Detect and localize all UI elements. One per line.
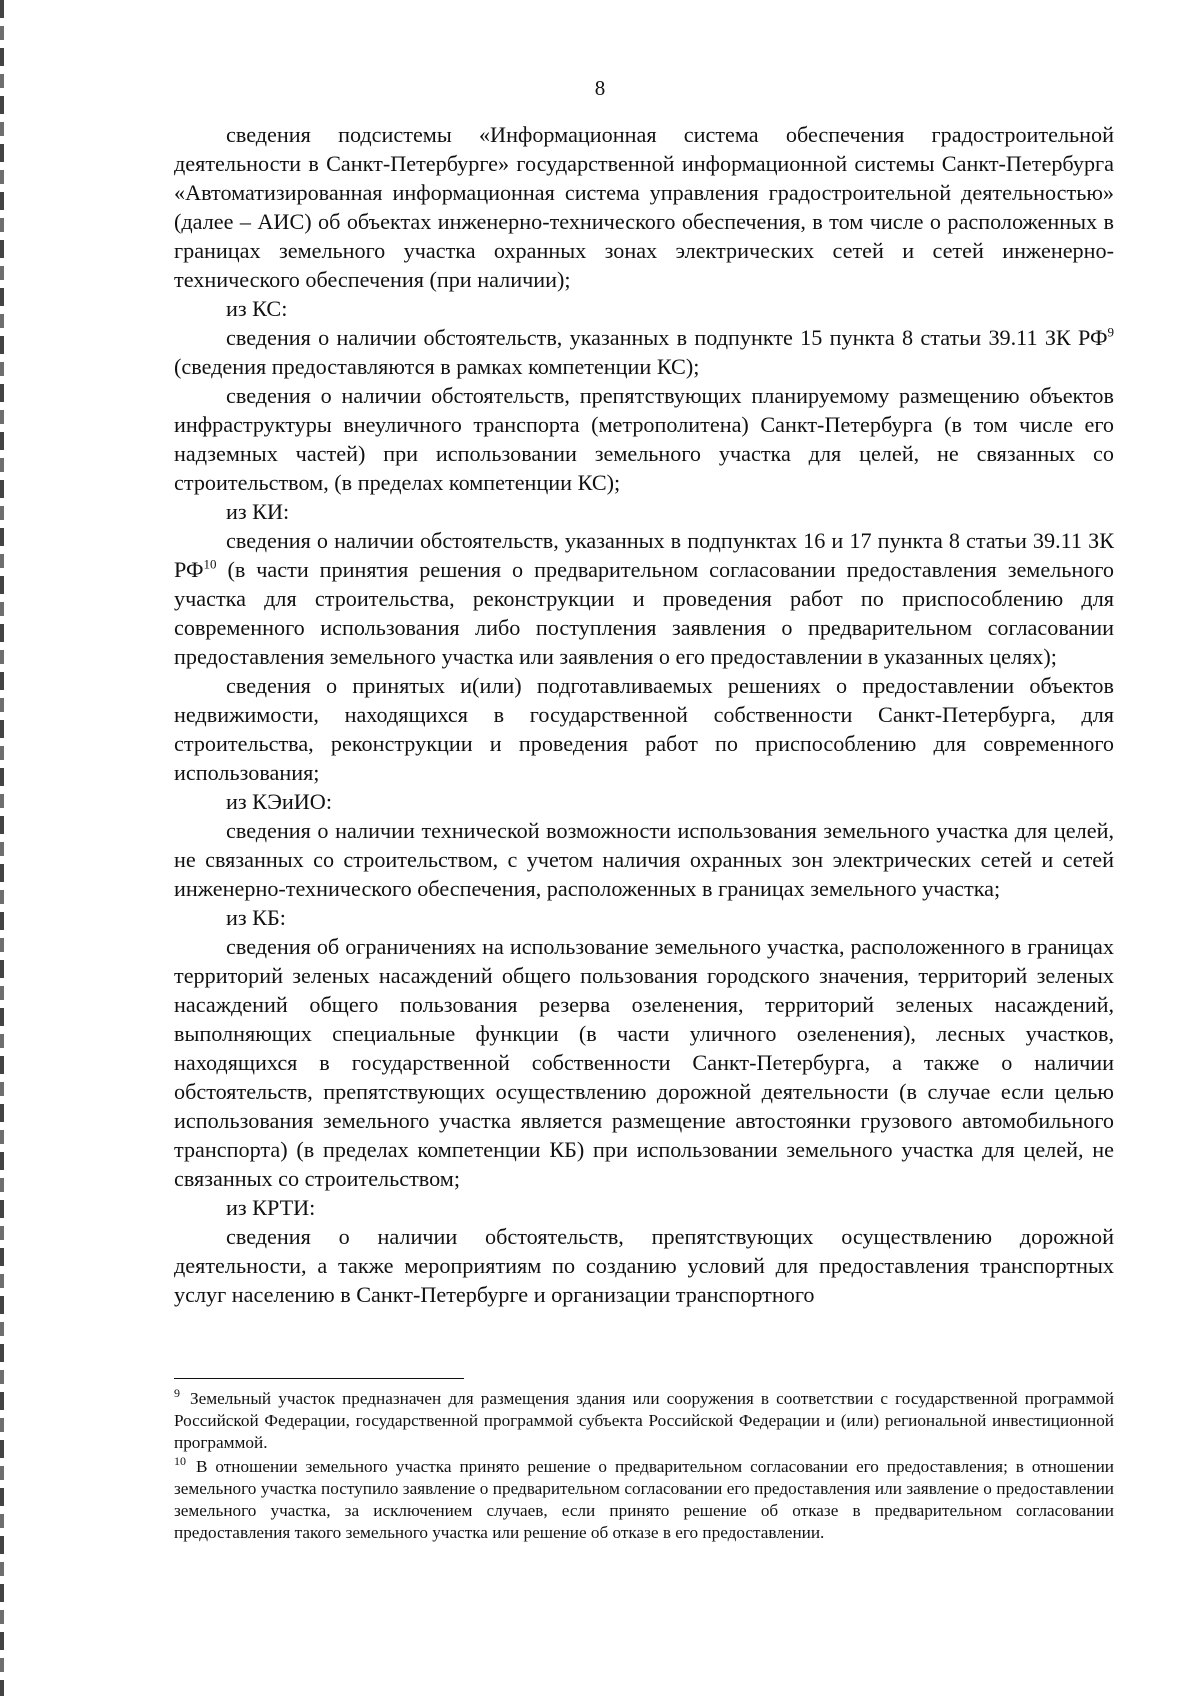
source-heading-keio: из КЭиИО: xyxy=(226,789,332,814)
paragraph-krti: сведения о наличии обстоятельств, препятствующих осуществлению дорожной деятельности, а также мероприятиям по созданию условий для предоставления транспортных услуг населению в Санкт-Петербурге и организации транспортного xyxy=(174,1224,1114,1307)
footnote-10 xyxy=(174,1456,1114,1544)
footnote-number: 10 xyxy=(174,1454,186,1469)
paragraph-ki-1 xyxy=(174,526,1114,671)
paragraph-ki-2: сведения о принятых и(или) подготавливаемых решениях о предоставлении объектов недвижимости, находящихся в государственной собственности Санкт-Петербурга, для строительства, реконструкции и проведения работ по приспособлению для современного использования; xyxy=(174,673,1114,785)
paragraph-text: (сведения предоставляются в рамках компетенции КС); xyxy=(174,354,700,379)
paragraph-text: сведения о наличии обстоятельств, указанных в подпунктах 16 и 17 пункта 8 статьи 39.11 ЗК РФ xyxy=(174,528,1114,582)
paragraph-ks-1 xyxy=(174,323,1114,381)
scan-edge-artifact xyxy=(0,0,4,1696)
paragraph-keio: сведения о наличии технической возможности использования земельного участка для целей, не связанных со строительством, с учетом наличия охранных зон электрических сетей и сетей инженерно-технического обеспечения, расположенных в границах земельного участка; xyxy=(174,818,1114,901)
paragraph-kb: сведения об ограничениях на использование земельного участка, расположенного в границах территорий зеленых насаждений общего пользования городского значения, территорий зеленых насаждений общего пользования резерва озеленения, территорий зеленых насаждений, выполняющих специальные функции (в части уличного озеленения), лесных участков, находящихся в государственной собственности Санкт-Петербурга, а также о наличии обстоятельств, препятствующих осуществлению дорожной деятельности (в случае если целью использования земельного участка является размещение автостоянки грузового автомобильного транспорта) (в пределах компетенции КБ) при использовании земельного участка для целей, не связанных со строительством; xyxy=(174,934,1114,1191)
source-heading-krti: из КРТИ: xyxy=(226,1195,316,1220)
footnote-text: В отношении земельного участка принято решение о предварительном согласовании его предоставления; в отношении земельного участка поступило заявление о предварительном согласовании его предоставления или заявление о предоставлении земельного участка, за исключением случаев, если принято решение об отказе в предварительном согласовании предоставления такого земельного участка или решение об отказе в его предоставлении. xyxy=(174,1457,1114,1542)
footnotes xyxy=(174,1388,1114,1546)
source-heading-ki: из КИ: xyxy=(226,499,290,524)
page-number: 8 xyxy=(594,76,606,100)
footnote-9 xyxy=(174,1388,1114,1454)
source-heading-kb: из КБ: xyxy=(226,905,286,930)
footnote-ref-9: 9 xyxy=(1107,324,1114,340)
paragraph-ais: сведения подсистемы «Информационная система обеспечения градостроительной деятельности в Санкт-Петербурге» государственной информационной системы Санкт-Петербурга «Автоматизированная информационная система управления градостроительной деятельностью» (далее – АИС) об объектах инженерно-технического обеспечения, в том числе о расположенных в границах земельного участка охранных зонах электрических сетей и сетей инженерно-технического обеспечения (при наличии); xyxy=(174,122,1114,292)
footnote-ref-10: 10 xyxy=(203,556,217,572)
footnote-number: 9 xyxy=(174,1386,180,1401)
paragraph-text: (в части принятия решения о предварительном согласовании предоставления земельного участка для строительства, реконструкции и проведения работ по приспособлению для современного использования либо поступления заявления о предварительном согласовании предоставления земельного участка или заявления о его предоставлении в указанных целях); xyxy=(174,557,1114,669)
footnote-text: Земельный участок предназначен для размещения здания или сооружения в соответствии с государственной программой Российской Федерации, государственной программой субъекта Российской Федерации и (или) региональной инвестиционной программой. xyxy=(174,1389,1114,1452)
paragraph-ks-2: сведения о наличии обстоятельств, препятствующих планируемому размещению объектов инфраструктуры внеуличного транспорта (метрополитена) Санкт-Петербурга (в том числе его надземных частей) при использовании земельного участка для целей, не связанных со строительством, (в пределах компетенции КС); xyxy=(174,383,1114,495)
document-body xyxy=(174,120,1114,1309)
source-heading-ks: из КС: xyxy=(226,296,288,321)
footnote-separator xyxy=(174,1378,464,1379)
paragraph-text: сведения о наличии обстоятельств, указанных в подпункте 15 пункта 8 статьи 39.11 ЗК РФ xyxy=(226,325,1108,350)
